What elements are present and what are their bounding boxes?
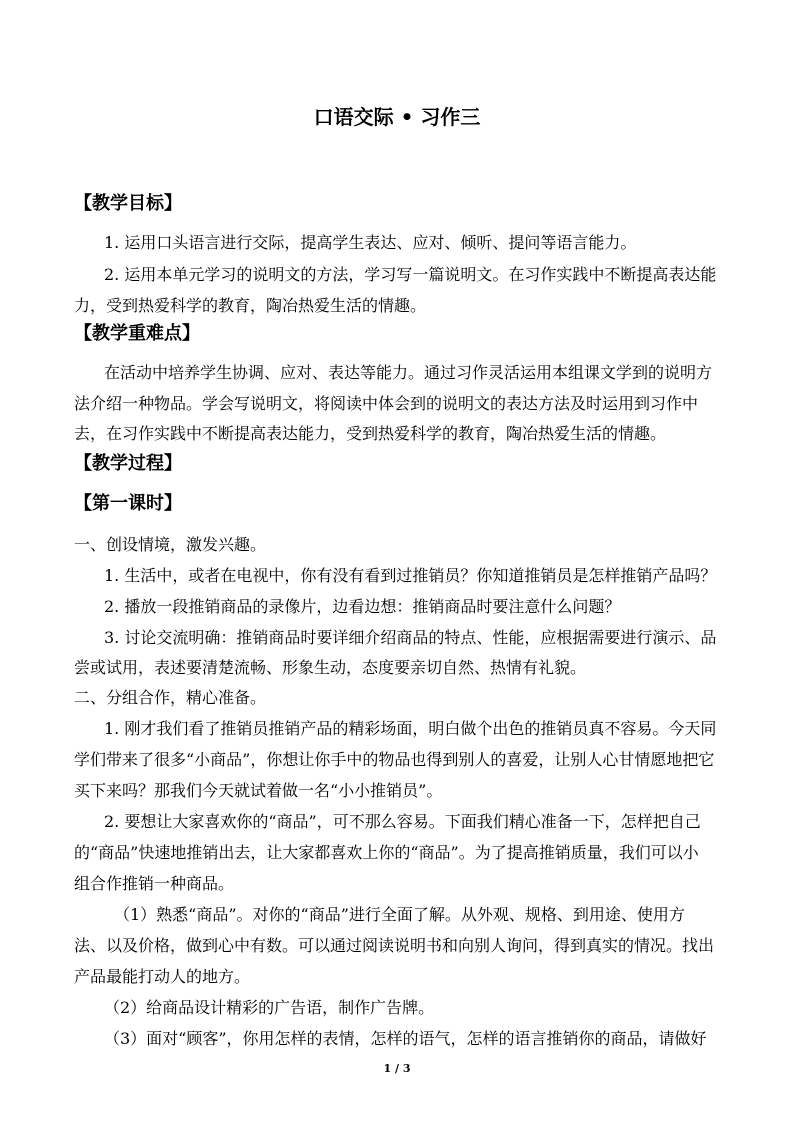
section-2-item-2-line-3: 组合作推销一种商品。 (74, 874, 235, 893)
key-points-line-3: 去，在习作实践中不断提高表达能力，受到热爱科学的教育，陶冶热爱生活的情趣。 (74, 424, 667, 443)
section-2-title: 二、分组合作，精心准备。 (74, 688, 267, 707)
section-2-item-1-line-2: 学们带来了很多“小商品”，你想让你手中的物品也得到别人的喜爱，让别人心甘情愿地把它 (74, 750, 715, 769)
goal-2-line-1: 2. 运用本单元学习的说明文的方法，学习写一篇说明文。在习作实践中不断提高表达能 (104, 265, 717, 284)
section-1-title: 一、创设情境，激发兴趣。 (74, 535, 267, 554)
page-number: 1 / 3 (383, 1062, 411, 1075)
heading-teaching-goals: 【教学目标】 (74, 193, 182, 214)
section-1-item-1: 1. 生活中，或者在电视中，你有没有看到过推销员？你知道推销员是怎样推销产品吗？ (104, 566, 717, 585)
key-points-line-1: 在活动中培养学生协调、应对、表达等能力。通过习作灵活运用本组课文学到的说明方 (104, 363, 713, 382)
sub-item-3-line-1: （3）面对“顾客”，你用怎样的表情，怎样的语气，怎样的语言推销你的商品，请做好 (104, 1029, 707, 1048)
sub-item-1-line-2: 法、以及价格，做到心中有数。可以通过阅读说明书和向别人询问，得到真实的情况。找出 (74, 936, 715, 955)
heading-first-lesson: 【第一课时】 (74, 493, 182, 514)
sub-item-2: （2）给商品设计精彩的广告语，制作广告牌。 (104, 998, 435, 1017)
section-1-item-3-line-1: 3. 讨论交流明确：推销商品时要详细介绍商品的特点、性能，应根据需要进行演示、品 (104, 628, 717, 647)
section-2-item-2-line-2: 的“商品”快速地推销出去，让大家都喜欢上你的“商品”。为了提高推销质量，我们可以小 (74, 843, 699, 862)
goal-2-line-2: 力，受到热爱科学的教育，陶冶热爱生活的情趣。 (74, 296, 427, 315)
section-2-item-1-line-3: 买下来吗？那我们今天就试着做一名“小小推销员”。 (74, 781, 443, 800)
sub-item-1-line-3: 产品最能打动人的地方。 (74, 967, 251, 986)
heading-teaching-process: 【教学过程】 (74, 453, 182, 474)
section-2-item-2-line-1: 2. 要想让大家喜欢你的“商品”，可不那么容易。下面我们精心准备一下，怎样把自己 (104, 812, 701, 831)
section-1-item-3-line-2: 尝或试用，表述要清楚流畅、形象生动，态度要亲切自然、热情有礼貌。 (74, 658, 587, 677)
document-title: 口语交际 • 习作三 (313, 105, 481, 129)
goal-1: 1. 运用口头语言进行交际，提高学生表达、应对、倾听、提问等语言能力。 (104, 233, 637, 252)
key-points-line-2: 法介绍一种物品。学会写说明文，将阅读中体会到的说明文的表达方法及时运用到习作中 (74, 394, 699, 413)
section-1-item-2: 2. 播放一段推销商品的录像片，边看边想：推销商品时要注意什么问题？ (104, 597, 621, 616)
section-2-item-1-line-1: 1. 刚才我们看了推销员推销产品的精彩场面，明白做个出色的推销员真不容易。今天同 (104, 719, 717, 738)
heading-key-points: 【教学重难点】 (74, 323, 200, 344)
sub-item-1-line-1: （1）熟悉“商品”。对你的“商品”进行全面了解。从外观、规格、到用途、使用方 (114, 905, 685, 924)
